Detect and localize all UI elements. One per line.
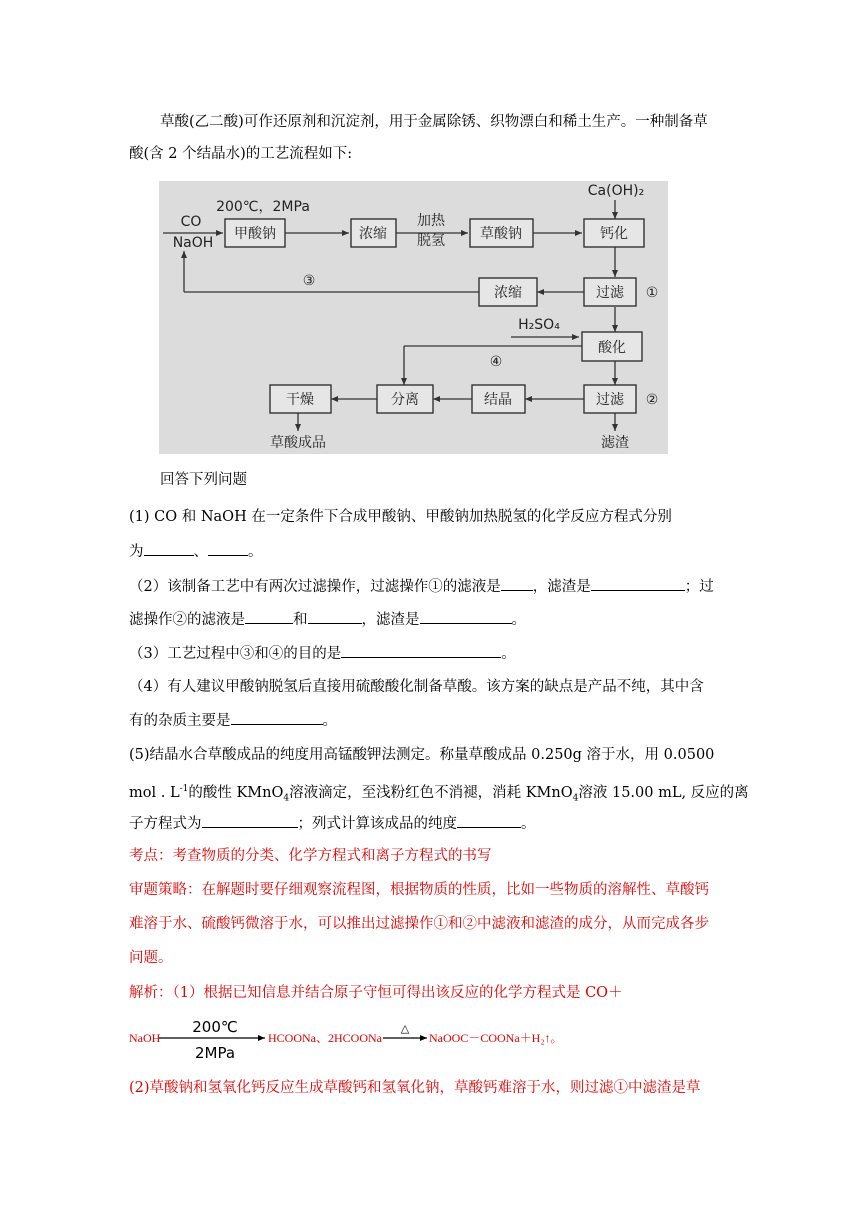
q1-blank-1[interactable] (144, 541, 194, 556)
text-concentrate-2: 浓缩 (494, 285, 522, 301)
q1-blank-2[interactable] (208, 541, 248, 556)
q2-blank-2[interactable] (591, 576, 685, 591)
eq-cond-top: 200℃ (192, 1018, 238, 1036)
label-caoh2: Ca(OH)₂ (587, 183, 645, 199)
q2-line-2: 滤操作②的滤液是 和 ，滤渣是 。 (129, 609, 737, 630)
text-filter-1: 过滤 (596, 285, 624, 301)
mark-3: ③ (302, 273, 316, 289)
label-product: 草酸成品 (270, 435, 326, 451)
eq-delta: △ (400, 1022, 410, 1035)
q4-line-1: （4）有人建议甲酸钠脱氢后直接用硫酸酸化制备草酸。该方案的缺点是产品不纯，其中含 (129, 679, 704, 695)
strategy-line-1: 审题策略：在解题时要仔细观察流程图，根据物质的性质，比如一些物质的溶解性、草酸钙 (129, 882, 709, 898)
q1-line-2: 为 、 。 (129, 541, 737, 562)
mark-2: ② (645, 392, 659, 408)
analysis-line-1: 解析：（1）根据已知信息并结合原子守恒可得出该反应的化学方程式是 CO＋ (129, 985, 623, 1001)
q5-blank-2[interactable] (457, 813, 521, 828)
q2-blank-4[interactable] (308, 609, 362, 624)
text-acidify: 酸化 (598, 340, 626, 356)
label-h2so4: H₂SO₄ (518, 317, 560, 333)
q2-line-1: （2）该制备工艺中有两次过滤操作，过滤操作①的滤液是 ，滤渣是 ；过 (129, 576, 737, 597)
reaction-equation (129, 1010, 749, 1062)
q2-blank-3[interactable] (245, 609, 293, 624)
label-naoh: NaOH (172, 235, 214, 251)
text-separate: 分离 (391, 392, 419, 408)
label-residue: 滤渣 (601, 435, 629, 451)
label-condition: 200℃，2MPa (216, 199, 310, 215)
text-oxalate: 草酸钠 (480, 226, 522, 242)
q2-blank-1[interactable] (501, 576, 533, 591)
q4-line-2: 有的杂质主要是 。 (129, 710, 737, 731)
text-concentrate-1: 浓缩 (359, 226, 387, 242)
text-formate: 甲酸钠 (234, 226, 276, 242)
mark-4: ④ (489, 354, 503, 370)
q3-blank[interactable] (341, 643, 501, 658)
q5-blank-1[interactable] (202, 813, 298, 828)
q5-line-2: mol . $L^{-1}$的酸性 KMnO$_4$溶液滴定，至浅粉红色不消褪，消耗 KMnO$_4$溶液 15.00 mL, 反应的离 (129, 784, 749, 804)
text-crystal: 结晶 (484, 392, 512, 408)
eq-naoh: NaOH (129, 1031, 161, 1045)
text-calcify: 钙化 (600, 226, 628, 242)
eq-end: NaOOC－COONa＋H₂↑。 (429, 1031, 563, 1045)
strategy-line-2: 难溶于水、硫酸钙微溶于水，可以推出过滤操作①和②中滤液和滤渣的成分，从而完成各步 (129, 916, 709, 932)
label-heat-1: 加热 (417, 213, 445, 229)
answer-header: 回答下列问题 (160, 472, 247, 488)
q5-line-3: 子方程式为 ；列式计算该成品的纯度 。 (129, 813, 737, 834)
intro-line-2: 酸(含 2 个结晶水)的工艺流程如下: (129, 146, 353, 162)
q5-line-1: (5)结晶水合草酸成品的纯度用高锰酸钾法测定。称量草酸成品 0.250g 溶于水，用 0.0500 (129, 747, 715, 763)
q3-line: （3）工艺过程中③和④的目的是 。 (129, 643, 737, 664)
intro-line-1: 草酸(乙二酸)可作还原剂和沉淀剂，用于金属除锈、织物漂白和稀土生产。一种制备草 (160, 114, 708, 130)
text-dry: 干燥 (286, 392, 314, 408)
q1-line-1: (1) CO 和 NaOH 在一定条件下合成甲酸钠、甲酸钠加热脱氢的化学反应方程式分别 (129, 509, 672, 525)
text-filter-2: 过滤 (596, 392, 624, 408)
eq-mid: HCOONa、2HCOONa (268, 1031, 382, 1045)
mark-1: ① (645, 285, 659, 301)
q4-blank[interactable] (231, 710, 323, 725)
process-flow-diagram (159, 181, 668, 454)
kaodian-line: 考点：考查物质的分类、化学方程式和离子方程式的书写 (129, 848, 492, 864)
label-heat-2: 脱氢 (417, 233, 445, 249)
strategy-line-3: 问题。 (129, 950, 173, 966)
q2-blank-5[interactable] (420, 609, 512, 624)
label-co: CO (180, 214, 202, 230)
eq-cond-bottom: 2MPa (194, 1044, 236, 1062)
analysis-line-3: (2)草酸钠和氢氧化钙反应生成草酸钙和氢氧化钠，草酸钙难溶于水，则过滤①中滤渣是草 (129, 1080, 701, 1096)
